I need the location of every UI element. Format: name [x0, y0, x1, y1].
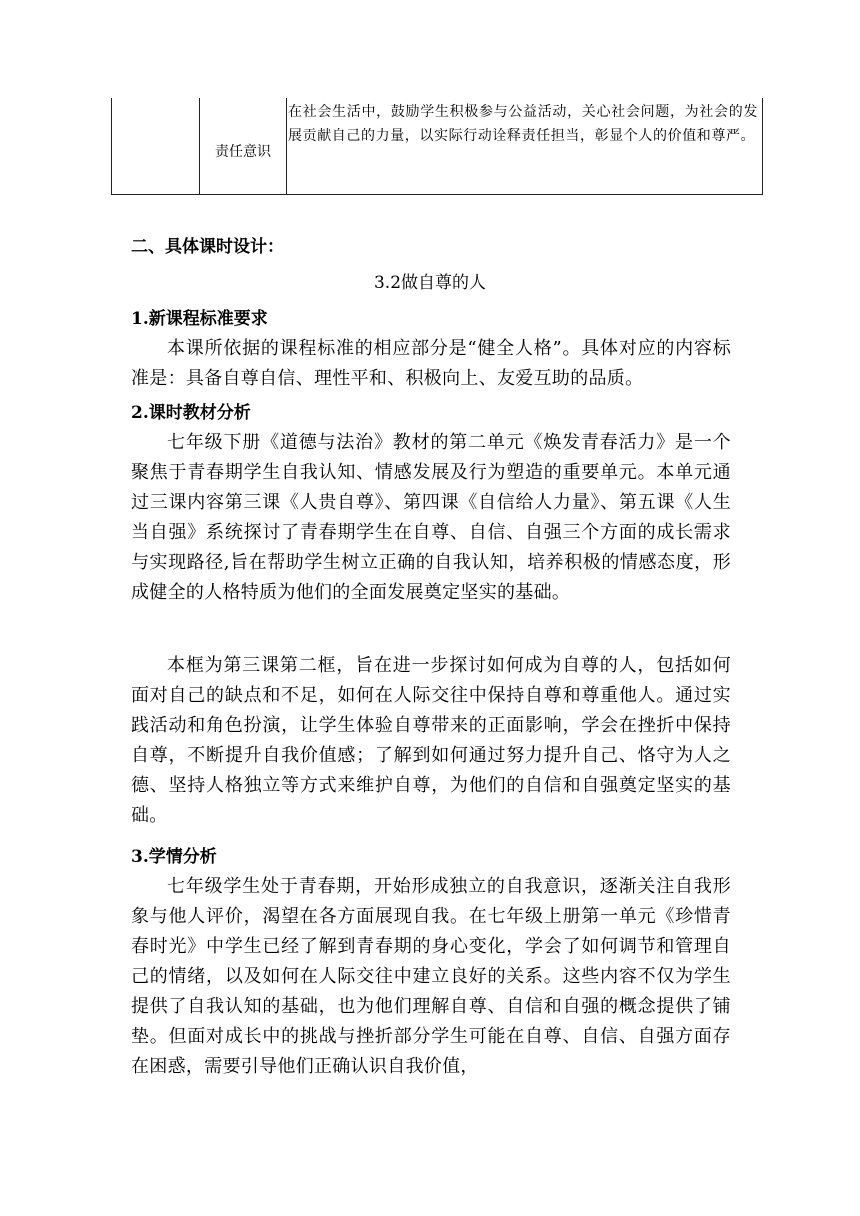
lesson-title: 3.2做自尊的人	[373, 273, 487, 293]
subsection-heading-learners: 3.学情分析	[131, 847, 217, 867]
paragraph-learners: 七年级学生处于青春期，开始形成独立的自我意识，逐渐关注自我形象与他人评价，渴望在各方面展现自我。在七年级上册第一单元《珍惜青春时光》中学生已经了解到青春期的身心变化，学会了如何调节和管理自己的情绪，以及如何在人际交往中建立良好的关系。这些内容不仅为学生提供了自我认知的基础，也为他们理解自尊、自信和自强的概念提供了铺垫。但面对成长中的挑战与挫折部分学生可能在自尊、自信、自强方面存在困惑，需要引导他们正确认识自我价值，	[131, 876, 731, 1077]
table-cell-empty	[112, 98, 200, 194]
table-cell-label	[200, 98, 287, 194]
section-heading: 二、具体课时设计：	[131, 237, 284, 257]
subsection-heading-textbook: 2.课时教材分析	[131, 403, 251, 423]
paragraph-textbook-unit: 七年级下册《道德与法治》教材的第二单元《焕发青春活力》是一个聚焦于青春期学生自我认知、情感发展及行为塑造的重要单元。本单元通过三课内容第三课《人贵自尊》、第四课《自信给人力量》、第五课《人生当自强》系统探讨了青春期学生在自尊、自信、自强三个方面的成长需求与实现路径,旨在帮助学生树立正确的自我认知，培养积极的情感态度，形成健全的人格特质为他们的全面发展奠定坚实的基础。	[131, 432, 731, 603]
table-label-text: 责任意识	[215, 144, 271, 160]
paragraph-standards: 本课所依据的课程标准的相应部分是“健全人格”。具体对应的内容标准是：具备自尊自信、理性平和、积极向上、友爱互助的品质。	[131, 338, 731, 389]
paragraph-textbook-lesson: 本框为第三课第二框，旨在进一步探讨如何成为自尊的人，包括如何面对自己的缺点和不足，如何在人际交往中保持自尊和尊重他人。通过实践活动和角色扮演，让学生体验自尊带来的正面影响，学会在挫折中保持自尊，不断提升自我价值感；了解到如何通过努力提升自己、恪守为人之德、坚持人格独立等方式来维护自尊，为他们的自信和自强奠定坚实的基础。	[131, 655, 731, 826]
responsibility-table	[111, 98, 763, 195]
table-cell-content: 在社会生活中，鼓励学生积极参与公益活动，关心社会问题，为社会的发展贡献自己的力量，以实际行动诠释责任担当，彰显个人的价值和尊严。	[288, 104, 758, 144]
subsection-heading-standards: 1.新课程标准要求	[131, 309, 268, 329]
